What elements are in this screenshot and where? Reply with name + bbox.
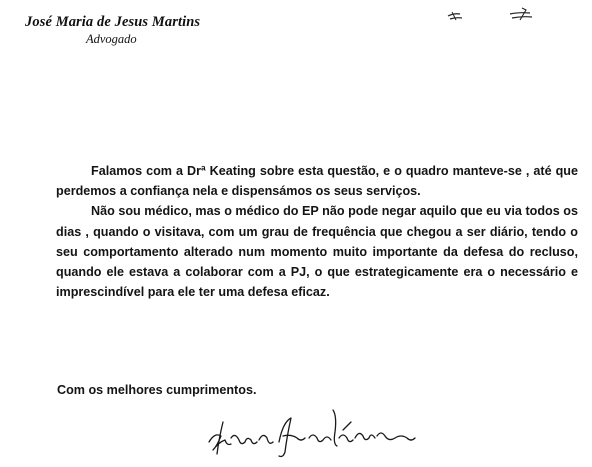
handwritten-signature	[205, 402, 420, 462]
handwritten-page-marks	[440, 4, 560, 24]
lawyer-name: José Maria de Jesus Martins	[25, 14, 201, 30]
body-paragraph-1: Falamos com a Drª Keating sobre esta questão, e o quadro manteve-se , até que perdemos a confiança nela e dispensámos os seus serviços.	[56, 164, 578, 199]
body-paragraph-2: Não sou médico, mas o médico do EP não pode negar aquilo que eu via todos os dias , quando o visitava, com um grau de frequência que chegou a ser diário, tendo o seu comportamento alterado num momento muito importante da defesa do recluso, quando ele estava a colaborar com a PJ, o que estrategicamente era o necessário e imprescindível para ele ter uma defesa eficaz.	[56, 204, 578, 300]
lawyer-role: Advogado	[86, 32, 137, 46]
letterhead	[25, 14, 200, 47]
closing-salutation: Com os melhores cumprimentos.	[57, 383, 257, 397]
letter-body	[56, 161, 578, 302]
